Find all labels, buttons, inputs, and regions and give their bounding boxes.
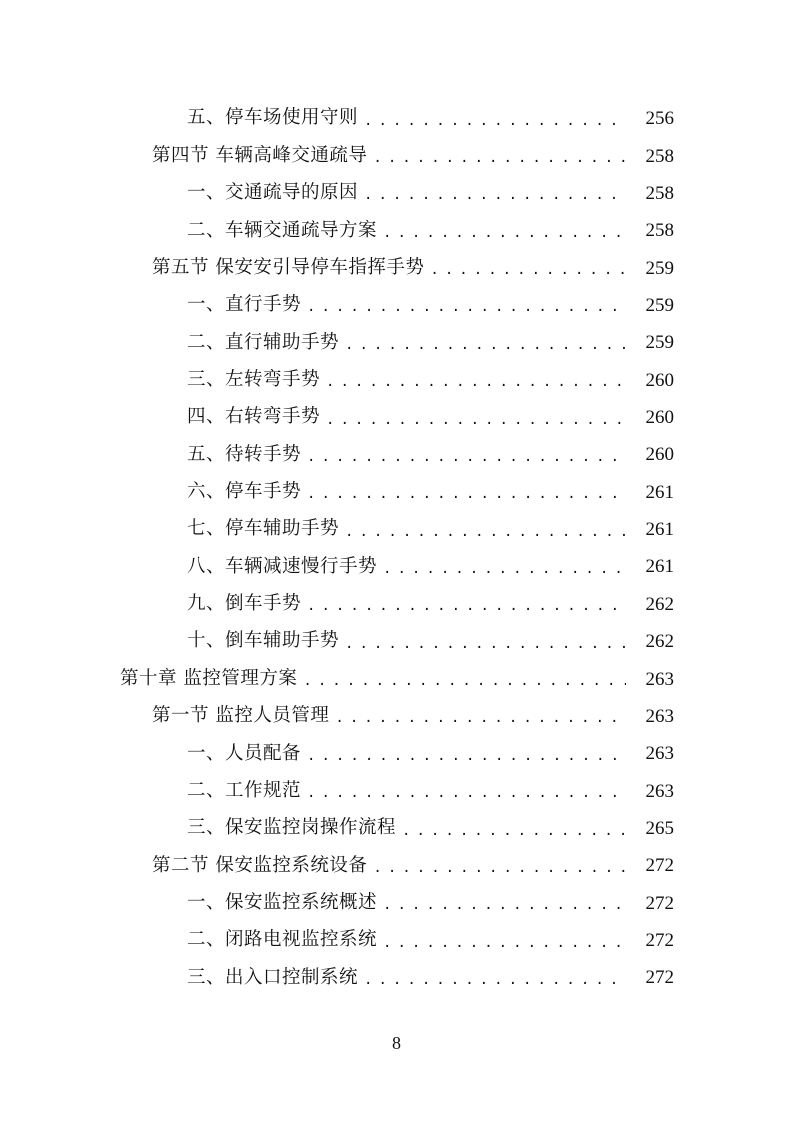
toc-entry-title: 五、待转手势 [187, 443, 302, 465]
toc-entry-title: 一、直行手势 [187, 294, 302, 316]
toc-entry-page: 261 [645, 556, 674, 578]
toc-entry-page: 263 [645, 705, 674, 727]
toc-entry-page: 272 [645, 930, 674, 952]
toc-entry-title: 第二节 保安监控系统设备 [152, 854, 368, 876]
toc-entry [0, 137, 793, 174]
toc-entry [0, 847, 793, 884]
toc-entry-title: 二、工作规范 [187, 779, 302, 801]
toc-dot-leader [307, 786, 626, 800]
toc-entry-page: 260 [645, 369, 674, 391]
toc-dot-leader [307, 487, 626, 501]
toc-dot-leader [307, 300, 626, 314]
toc-entry-title: 四、右转弯手势 [187, 406, 321, 428]
toc-entry-page: 263 [645, 780, 674, 802]
toc-entry [0, 922, 793, 959]
toc-entry-page: 258 [645, 145, 674, 167]
toc-entry-title: 七、停车辅助手势 [187, 518, 340, 540]
toc-entry-title: 三、保安监控岗操作流程 [187, 817, 397, 839]
toc-dot-leader [326, 413, 626, 427]
toc-entry-page: 259 [645, 332, 674, 354]
toc-entry-title: 二、直行辅助手势 [187, 331, 340, 353]
toc-entry-page: 263 [645, 668, 674, 690]
toc-entry-title: 八、车辆减速慢行手势 [187, 555, 378, 577]
toc-dot-leader [364, 114, 626, 128]
toc-entry [0, 474, 793, 511]
toc-dot-leader [345, 525, 626, 539]
toc-entry [0, 586, 793, 623]
toc-entry-title: 第一节 监控人员管理 [152, 705, 330, 727]
toc-entry-title: 九、倒车手势 [187, 593, 302, 615]
toc-dot-leader [307, 749, 626, 763]
toc-entry [0, 399, 793, 436]
toc-entry-page: 263 [645, 743, 674, 765]
toc-entry-page: 261 [645, 519, 674, 541]
toc-entry-page: 272 [645, 855, 674, 877]
toc-entry-title: 三、出入口控制系统 [187, 966, 359, 988]
toc-entry [0, 287, 793, 324]
toc-entry-page: 256 [645, 108, 674, 130]
toc-entry-page: 258 [645, 182, 674, 204]
toc-entry-page: 261 [645, 481, 674, 503]
toc-entry-title: 第四节 车辆高峰交通疏导 [152, 144, 368, 166]
toc-dot-leader [383, 898, 626, 912]
table-of-contents [0, 100, 793, 997]
toc-entry-title: 六、停车手势 [187, 481, 302, 503]
toc-dot-leader [364, 973, 626, 987]
toc-entry-title: 第十章 监控管理方案 [120, 667, 298, 689]
toc-entry-title: 十、倒车辅助手势 [187, 630, 340, 652]
toc-dot-leader [383, 226, 626, 240]
toc-entry-page: 259 [645, 294, 674, 316]
toc-entry-page: 260 [645, 407, 674, 429]
toc-entry [0, 623, 793, 660]
toc-entry [0, 959, 793, 996]
toc-entry [0, 212, 793, 249]
toc-dot-leader [345, 338, 626, 352]
toc-entry-page: 262 [645, 593, 674, 615]
toc-entry [0, 324, 793, 361]
toc-entry-page: 265 [645, 818, 674, 839]
toc-entry [0, 175, 793, 212]
toc-dot-leader [345, 637, 626, 651]
toc-dot-leader [383, 936, 626, 950]
toc-entry [0, 436, 793, 473]
toc-entry [0, 511, 793, 548]
toc-entry-title: 二、车辆交通疏导方案 [187, 219, 378, 241]
toc-entry [0, 100, 793, 137]
toc-dot-leader [307, 599, 626, 613]
toc-entry-page: 259 [645, 257, 674, 279]
toc-entry-title: 一、交通疏导的原因 [187, 182, 359, 204]
toc-entry [0, 810, 793, 847]
toc-dot-leader [402, 824, 626, 838]
toc-dot-leader [326, 375, 626, 389]
toc-entry-title: 二、闭路电视监控系统 [187, 929, 378, 951]
page-number: 8 [392, 1033, 401, 1053]
toc-dot-leader [373, 861, 626, 875]
toc-entry-title: 五、停车场使用守则 [187, 107, 359, 129]
toc-dot-leader [383, 562, 626, 576]
toc-entry-title: 第五节 保安安引导停车指挥手势 [152, 256, 425, 278]
toc-entry-title: 三、左转弯手势 [187, 368, 321, 390]
toc-dot-leader [430, 263, 626, 277]
toc-entry-page: 260 [645, 444, 674, 466]
toc-entry [0, 772, 793, 809]
toc-entry [0, 735, 793, 772]
toc-entry [0, 548, 793, 585]
toc-entry [0, 362, 793, 399]
toc-entry-page: 272 [645, 967, 674, 989]
toc-dot-leader [364, 188, 626, 202]
toc-entry [0, 698, 793, 735]
toc-entry-page: 262 [645, 631, 674, 653]
toc-entry [0, 660, 793, 697]
toc-dot-leader [303, 674, 626, 688]
toc-entry [0, 885, 793, 922]
toc-dot-leader [335, 711, 626, 725]
toc-dot-leader [307, 450, 626, 464]
toc-dot-leader [373, 151, 626, 165]
toc-entry-title: 一、保安监控系统概述 [187, 891, 378, 913]
toc-entry-page: 258 [645, 220, 674, 242]
toc-entry [0, 249, 793, 286]
toc-entry-page: 272 [645, 892, 674, 914]
toc-entry-title: 一、人员配备 [187, 742, 302, 764]
